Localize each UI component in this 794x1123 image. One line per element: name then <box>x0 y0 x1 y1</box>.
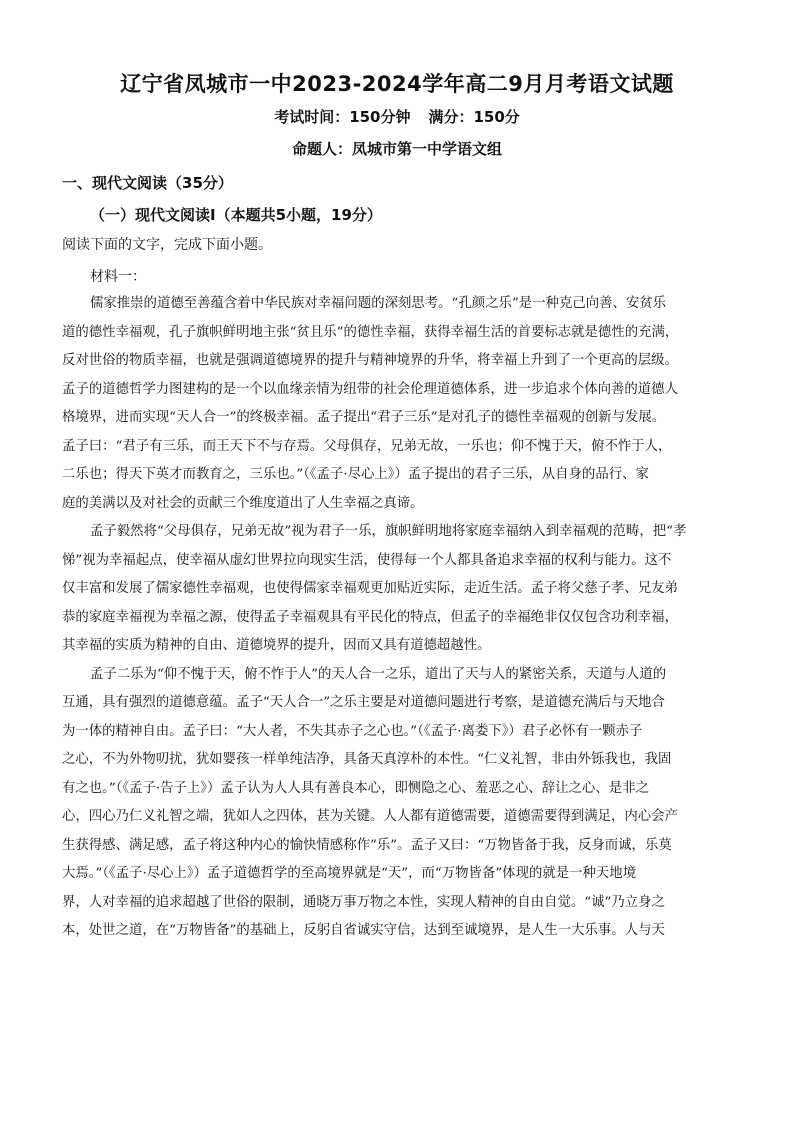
material-label: 材料一： <box>90 269 146 285</box>
exam-time: 考试时间：150分钟 <box>274 108 411 126</box>
passage-line: 有之也。”（《孟子·告子上》）孟子认为人人具有善良本心，即恻隐之心、羞恶之心、辞让之心、是非之 <box>62 780 649 796</box>
page-title: 辽宁省凤城市一中2023-2024学年高二9月月考语文试题 <box>120 72 674 96</box>
reading-instruction: 阅读下面的文字，完成下面小题。 <box>62 237 272 253</box>
passage-line: 互通，具有强烈的道德意蕴。孟子“天人合一”之乐主要是对道德问题进行考察，是道德充满后与天地合 <box>62 695 665 710</box>
passage-line: 孟子的道德哲学力图建构的是一个以血缘亲情为纽带的社会伦理道德体系，进一步追求个体向善的道德人 <box>62 381 678 397</box>
passage-line: 之心，不为外物叨扰，犹如婴孩一样单纯洁净，具备天真淳朴的本性。“仁义礼智，非由外铄我也，我固 <box>62 752 672 767</box>
passage-line: 道的德性幸福观，孔子旗帜鲜明地主张“贫且乐”的德性幸福，获得幸福生活的首要标志就是德性的充满， <box>62 324 679 340</box>
passage-line: 本，处世之道，在“万物皆备”的基础上，反躬自省诚实守信，达到至诚境界，是人生一大乐事。人与天 <box>62 923 665 938</box>
passage-line: 大焉。”（《孟子·尽心上》）孟子道德哲学的至高境界就是“天”，而“万物皆备”体现的就是一种天地境 <box>62 866 637 881</box>
passage-line: 生获得感、满足感，孟子将这种内心的愉快情感称作“乐”。孟子又曰：“万物皆备于我，反身而诚，乐莫 <box>62 837 672 853</box>
passage-line: 二乐也；得天下英才而教育之，三乐也。”（《孟子·尽心上》）孟子提出的君子三乐，从自身的品行、家 <box>62 467 649 482</box>
passage-line: 孟子曰：“君子有三乐，而王天下不与存焉。父母俱存，兄弟无故，一乐也；仰不愧于天，俯不怍于人， <box>62 438 672 454</box>
exam-author: 命题人：凤城市第一中学语文组 <box>291 140 502 158</box>
passage-line: 为一体的精神自由。孟子曰：“大人者，不失其赤子之心也。”（《孟子·离娄下》）君子必怀有一颗赤子 <box>62 723 643 739</box>
passage-line: 其幸福的实质为精神的自由、道德境界的提升，因而又具有道德超越性。 <box>62 638 491 653</box>
passage-line: 孟子二乐为“仰不愧于天，俯不怍于人”的天人合一之乐，道出了天与人的紧密关系，天道与人道的 <box>90 666 667 682</box>
passage-line: 格境界，进而实现“天人合一”的终极幸福。孟子提出“君子三乐”是对孔子的德性幸福观的创新与发展。 <box>62 410 666 425</box>
full-score: 满分：150分 <box>428 108 520 126</box>
passage-line: 恭的家庭幸福视为幸福之源，使得孟子幸福观具有平民化的特点，但孟子的幸福绝非仅仅包含功利幸福， <box>62 609 678 625</box>
passage-line: 孟子毅然将“父母俱存，兄弟无故”视为君子一乐，旗帜鲜明地将家庭幸福纳入到幸福观的范畴，把“孝 <box>90 524 687 539</box>
passage-line: 儒家推崇的道德至善蕴含着中华民族对幸福问题的深刻思考。“孔颜之乐”是一种克己向善、安贫乐 <box>90 296 667 311</box>
passage-line: 心，四心乃仁义礼智之端，犹如人之四体，甚为关键。人人都有道德需要，道德需要得到满足，内心会产 <box>62 809 678 824</box>
passage-line: 庭的美满以及对社会的贡献三个维度道出了人生幸福之真谛。 <box>62 495 424 511</box>
passage-text <box>62 290 734 946</box>
passage-line: 反对世俗的物质幸福，也就是强调道德境界的提升与精神境界的升华，将幸福上升到了一个更高的层级。 <box>62 353 678 368</box>
passage-line: 悌”视为幸福起点，使幸福从虚幻世界拉向现实生活，使得每一个人都具备追求幸福的权利与能力。这不 <box>62 552 672 568</box>
passage-line: 界，人对幸福的追求超越了世俗的限制，通晓万事万物之本性，实现人精神的自由自觉。“诚”乃立身之 <box>62 894 665 910</box>
passage-line: 仅丰富和发展了儒家德性幸福观，也使得儒家幸福观更加贴近实际，走近生活。孟子将父慈子孝、兄友弟 <box>62 581 678 596</box>
subsection-heading: （一）现代文阅读Ⅰ（本题共5小题，19分） <box>90 206 382 224</box>
section-heading: 一、现代文阅读（35分） <box>62 174 233 192</box>
exam-info <box>0 106 794 127</box>
